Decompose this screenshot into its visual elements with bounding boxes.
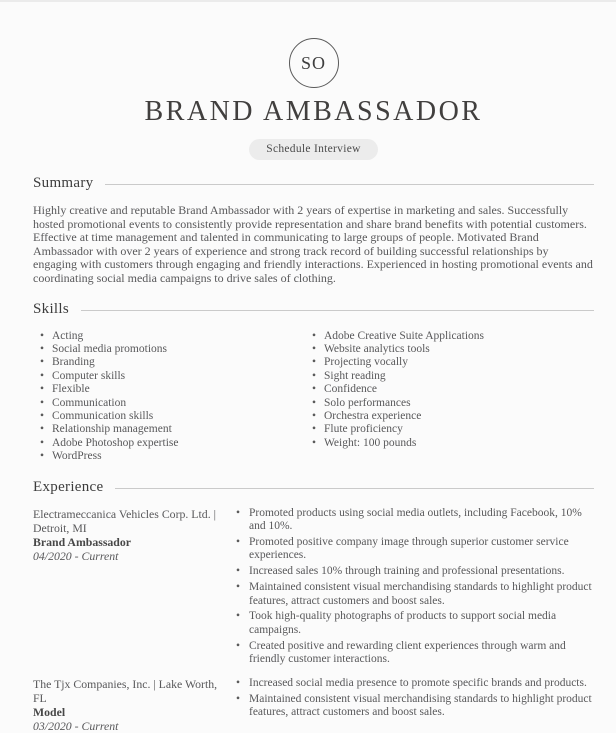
job-entry bbox=[33, 507, 594, 669]
job-bullet-item bbox=[236, 610, 594, 637]
experience-section-header bbox=[33, 479, 594, 496]
skill-item bbox=[305, 410, 594, 423]
skill-item bbox=[33, 383, 305, 396]
skill-label: WordPress bbox=[52, 450, 102, 463]
skill-label: Solo performances bbox=[324, 396, 411, 409]
skill-item bbox=[33, 356, 305, 369]
job-dates: 03/2020 - Current bbox=[33, 719, 119, 733]
bullet-icon bbox=[40, 437, 44, 450]
skill-label: Sight reading bbox=[324, 369, 386, 382]
job-bullet-list bbox=[236, 677, 594, 733]
skill-item bbox=[305, 383, 594, 396]
skill-label: Orchestra experience bbox=[324, 410, 422, 422]
job-entry bbox=[33, 677, 594, 733]
schedule-interview-button[interactable]: Schedule Interview bbox=[249, 139, 378, 160]
bullet-icon bbox=[40, 383, 44, 396]
skill-label: Communication bbox=[52, 396, 127, 409]
skill-label: Relationship management bbox=[52, 423, 172, 436]
skills-section-header bbox=[33, 301, 594, 318]
skill-label: Social media promotions bbox=[52, 342, 167, 355]
bullet-icon bbox=[312, 437, 316, 450]
skill-label: Computer skills bbox=[52, 369, 126, 382]
bullet-icon bbox=[312, 343, 316, 356]
skill-item bbox=[33, 423, 305, 436]
skill-label: Flute proficiency bbox=[324, 423, 403, 436]
skill-item bbox=[33, 410, 305, 423]
skills-columns bbox=[33, 330, 594, 464]
job-bullet-text: Promoted positive company image through superior customer service experiences. bbox=[249, 535, 569, 562]
resume-header bbox=[33, 38, 594, 160]
bullet-icon bbox=[40, 410, 44, 423]
bullet-icon bbox=[236, 536, 240, 549]
bullet-icon bbox=[40, 397, 44, 410]
section-divider-line bbox=[105, 184, 594, 185]
bullet-icon bbox=[236, 640, 240, 653]
skill-label: Adobe Creative Suite Applications bbox=[324, 329, 485, 342]
job-role: Brand Ambassador bbox=[33, 534, 132, 549]
bullet-icon bbox=[312, 397, 316, 410]
skill-label: Weight: 100 pounds bbox=[324, 436, 417, 449]
bullet-icon bbox=[236, 610, 240, 623]
skill-item bbox=[33, 450, 305, 463]
bullet-icon bbox=[40, 343, 44, 356]
summary-text: Highly creative and reputable Brand Ambassador with 2 years of expertise in marketing and sales. Successfully hosted promotional events to consistently provide representation and share brand benefits with potential customers. Effective at time management and talented in communicating to large groups of people. Motivated Brand Ambassador with over 2 years of experience and strong track record of building successful relationships by engaging with customers through engaging and friendly interactions. Experienced in hosting promotional events and coordinating social media campaigns to drive sales of clothing. bbox=[33, 203, 593, 285]
skill-label: Acting bbox=[52, 329, 84, 342]
skill-label: Flexible bbox=[52, 383, 90, 396]
bullet-icon bbox=[236, 677, 240, 690]
job-bullet-text: Took high-quality photographs of products to support social media campaigns. bbox=[249, 610, 557, 636]
skill-item bbox=[33, 343, 305, 356]
bullet-icon bbox=[312, 383, 316, 396]
bullet-icon bbox=[40, 330, 44, 343]
job-role: Model bbox=[33, 705, 66, 720]
resume-page bbox=[0, 2, 616, 733]
job-bullet-item bbox=[236, 640, 594, 667]
page-title: BRAND AMBASSADOR bbox=[144, 96, 483, 127]
section-divider-line bbox=[115, 488, 594, 489]
job-bullet-text: Increased social media presence to promote specific brands and products. bbox=[249, 677, 587, 690]
skill-label: Website analytics tools bbox=[324, 342, 430, 355]
skill-label: Adobe Photoshop expertise bbox=[52, 436, 179, 449]
skill-item bbox=[305, 343, 594, 356]
skill-item bbox=[305, 330, 594, 343]
job-meta bbox=[33, 677, 225, 733]
job-company: The Tjx Companies, Inc. | Lake Worth, FL bbox=[33, 677, 218, 706]
bullet-icon bbox=[312, 370, 316, 383]
experience-section bbox=[33, 479, 594, 733]
job-bullet-item bbox=[236, 565, 594, 578]
skill-label: Projecting vocally bbox=[324, 356, 408, 369]
job-bullet-text: Created positive and rewarding client experiences through warm and friendly customer interactions. bbox=[249, 639, 566, 666]
job-company: Electrameccanica Vehicles Corp. Ltd. | Detroit, MI bbox=[33, 506, 216, 535]
skill-item bbox=[305, 397, 594, 410]
job-bullet-item bbox=[236, 536, 594, 563]
section-divider-line bbox=[81, 310, 594, 311]
job-bullet-item bbox=[236, 693, 594, 720]
job-list bbox=[33, 507, 594, 733]
skill-item bbox=[33, 330, 305, 343]
skill-item bbox=[305, 356, 594, 369]
bullet-icon bbox=[236, 507, 240, 520]
job-bullet-text: Maintained consistent visual merchandising standards to highlight product features, attract customers and boost sales. bbox=[249, 581, 592, 607]
skills-heading: Skills bbox=[33, 300, 69, 317]
skills-section bbox=[33, 301, 594, 464]
job-bullet-list bbox=[236, 507, 594, 669]
bullet-icon bbox=[312, 330, 316, 343]
skill-label: Communication skills bbox=[52, 410, 154, 422]
bullet-icon bbox=[40, 423, 44, 436]
skills-list-left bbox=[33, 330, 305, 464]
skill-item bbox=[33, 370, 305, 383]
skill-item bbox=[305, 370, 594, 383]
skill-label: Confidence bbox=[324, 383, 378, 396]
bullet-icon bbox=[236, 581, 240, 594]
summary-heading: Summary bbox=[33, 175, 94, 191]
monogram-initials: SO bbox=[300, 52, 326, 73]
skill-label: Branding bbox=[52, 356, 95, 369]
bullet-icon bbox=[312, 423, 316, 436]
job-dates: 04/2020 - Current bbox=[33, 548, 119, 563]
summary-section-header bbox=[33, 175, 594, 192]
bullet-icon bbox=[40, 356, 44, 369]
monogram-avatar bbox=[289, 38, 339, 88]
job-bullet-item bbox=[236, 677, 594, 690]
skill-item bbox=[33, 397, 305, 410]
job-meta bbox=[33, 507, 225, 669]
bullet-icon bbox=[40, 370, 44, 383]
job-bullet-item bbox=[236, 581, 594, 608]
skill-item bbox=[33, 437, 305, 450]
bullet-icon bbox=[40, 450, 44, 463]
skill-item bbox=[305, 423, 594, 436]
bullet-icon bbox=[236, 565, 240, 578]
job-bullet-text: Maintained consistent visual merchandising standards to highlight product features, attract customers and boost sales. bbox=[249, 693, 592, 719]
bullet-icon bbox=[312, 410, 316, 423]
bullet-icon bbox=[312, 356, 316, 369]
job-bullet-text: Promoted products using social media outlets, including Facebook, 10% and 10%. bbox=[249, 506, 582, 533]
skill-item bbox=[305, 437, 594, 450]
job-bullet-text: Increased sales 10% through training and professional presentations. bbox=[249, 565, 565, 578]
summary-section bbox=[33, 175, 594, 286]
experience-heading: Experience bbox=[33, 478, 104, 495]
job-bullet-item bbox=[236, 507, 594, 534]
skills-list-right bbox=[305, 330, 594, 464]
